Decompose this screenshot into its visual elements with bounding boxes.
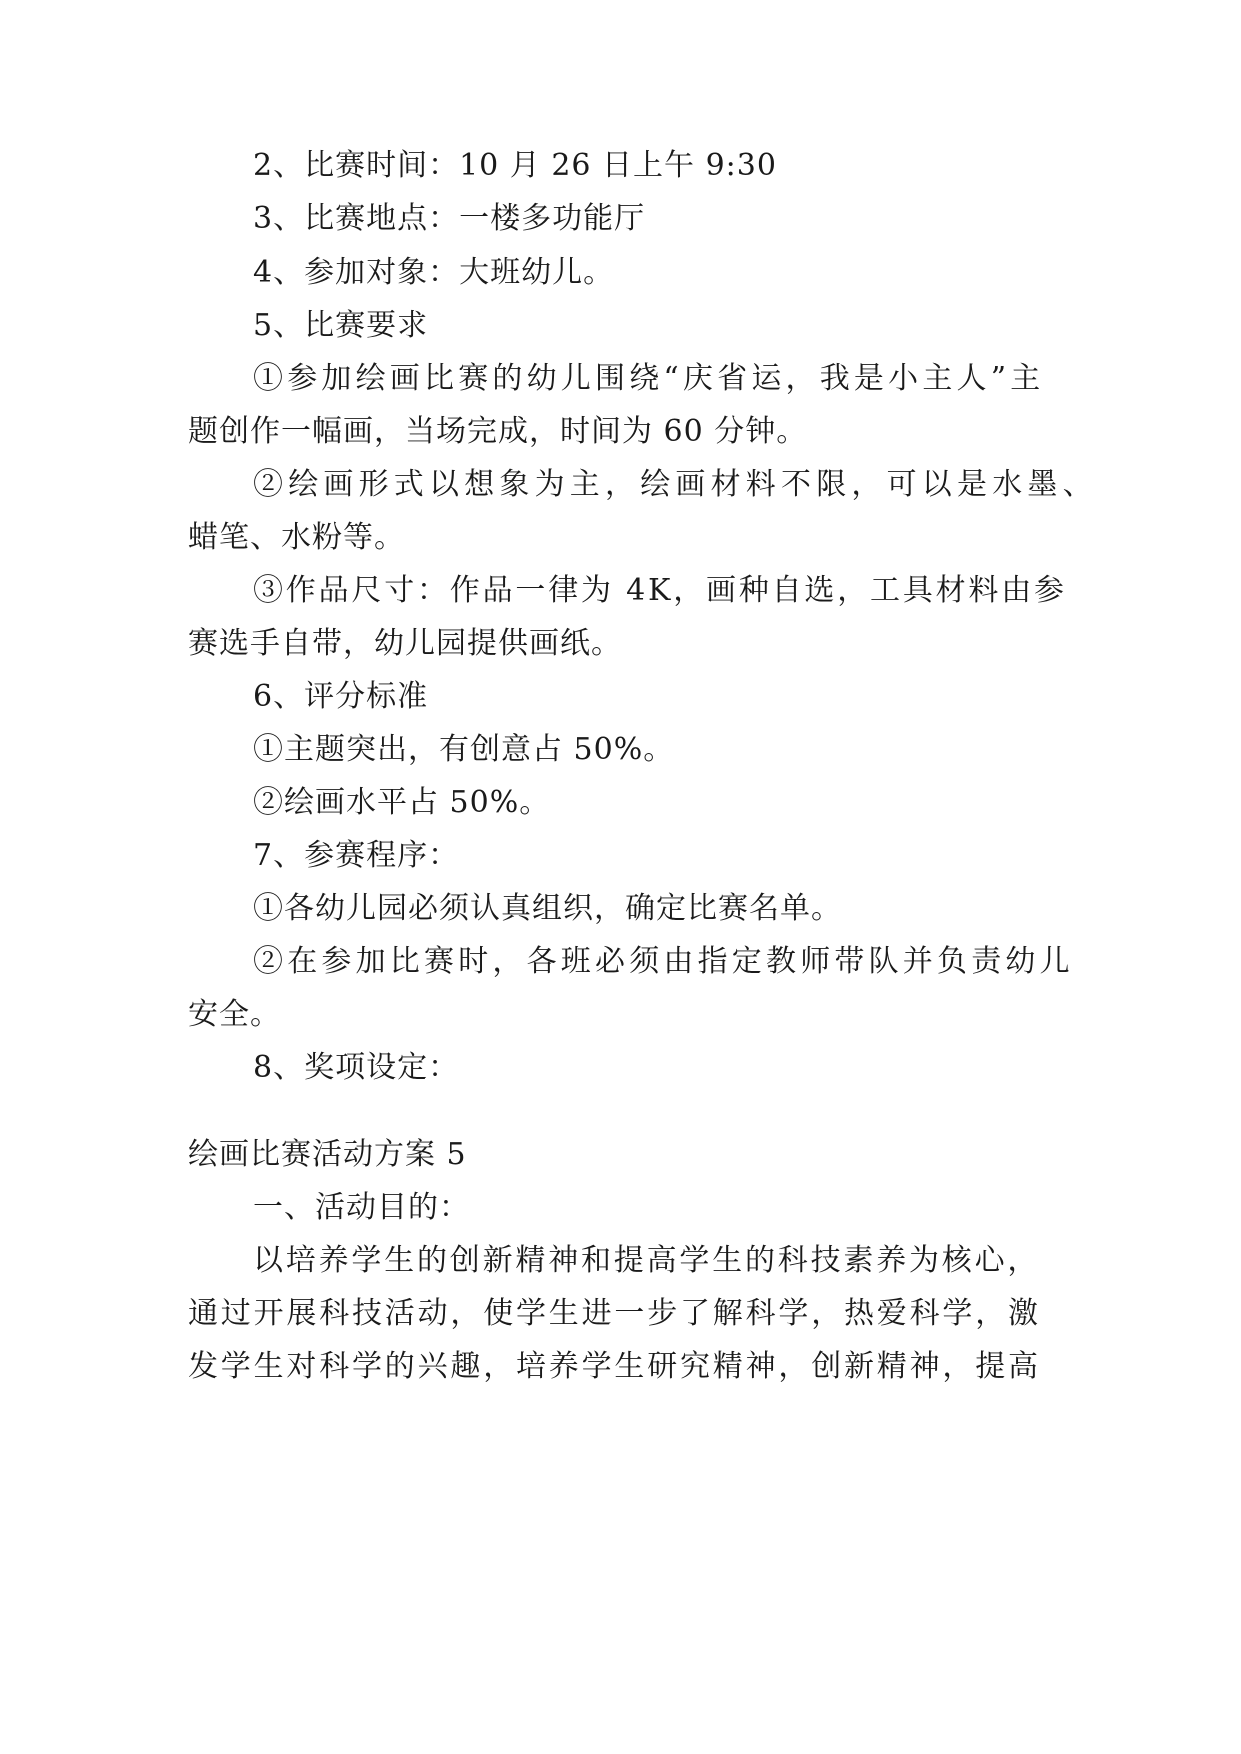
purpose-paragraph-line-2: 通过开展科技活动，使学生进一步了解科学，热爱科学，激: [188, 1296, 1041, 1331]
scoring-2: ②绘画水平占 50%。: [253, 785, 551, 820]
item-3-competition-location: 3、比赛地点：一楼多功能厅: [253, 201, 646, 236]
requirement-2-line-2: 蜡笔、水粉等。: [188, 520, 405, 555]
section-title: 绘画比赛活动方案 5: [188, 1137, 467, 1172]
activity-purpose-heading: 一、活动目的：: [253, 1190, 470, 1225]
item-2-competition-time: 2、比赛时间：10 月 26 日上午 9:30: [253, 148, 777, 183]
procedure-1: ①各幼儿园必须认真组织，确定比赛名单。: [253, 891, 842, 926]
requirement-1-line-1: ①参加绘画比赛的幼儿围绕“庆省运，我是小主人”主: [253, 361, 1045, 396]
purpose-paragraph-line-3: 发学生对科学的兴趣，培养学生研究精神，创新精神，提高: [188, 1349, 1041, 1384]
requirement-3-line-1: ③作品尺寸：作品一律为 4K，画种自选，工具材料由参: [253, 573, 1067, 608]
scoring-1: ①主题突出，有创意占 50%。: [253, 732, 675, 767]
item-8-awards-heading: 8、奖项设定：: [253, 1050, 460, 1085]
requirement-2-line-1: ②绘画形式以想象为主，绘画材料不限，可以是水墨、: [253, 467, 1098, 502]
item-5-requirements-heading: 5、比赛要求: [253, 308, 429, 343]
procedure-2-line-1: ②在参加比赛时，各班必须由指定教师带队并负责幼儿: [253, 944, 1074, 979]
requirement-3-line-2: 赛选手自带，幼儿园提供画纸。: [188, 626, 622, 661]
requirement-1-line-2: 题创作一幅画，当场完成，时间为 60 分钟。: [188, 414, 808, 449]
item-6-scoring-heading: 6、评分标准: [253, 679, 429, 714]
purpose-paragraph-line-1: 以培养学生的创新精神和提高学生的科技素养为核心，: [253, 1243, 1041, 1278]
item-7-procedure-heading: 7、参赛程序：: [253, 838, 460, 873]
item-4-participants: 4、参加对象：大班幼儿。: [253, 255, 615, 290]
procedure-2-line-2: 安全。: [188, 997, 281, 1032]
